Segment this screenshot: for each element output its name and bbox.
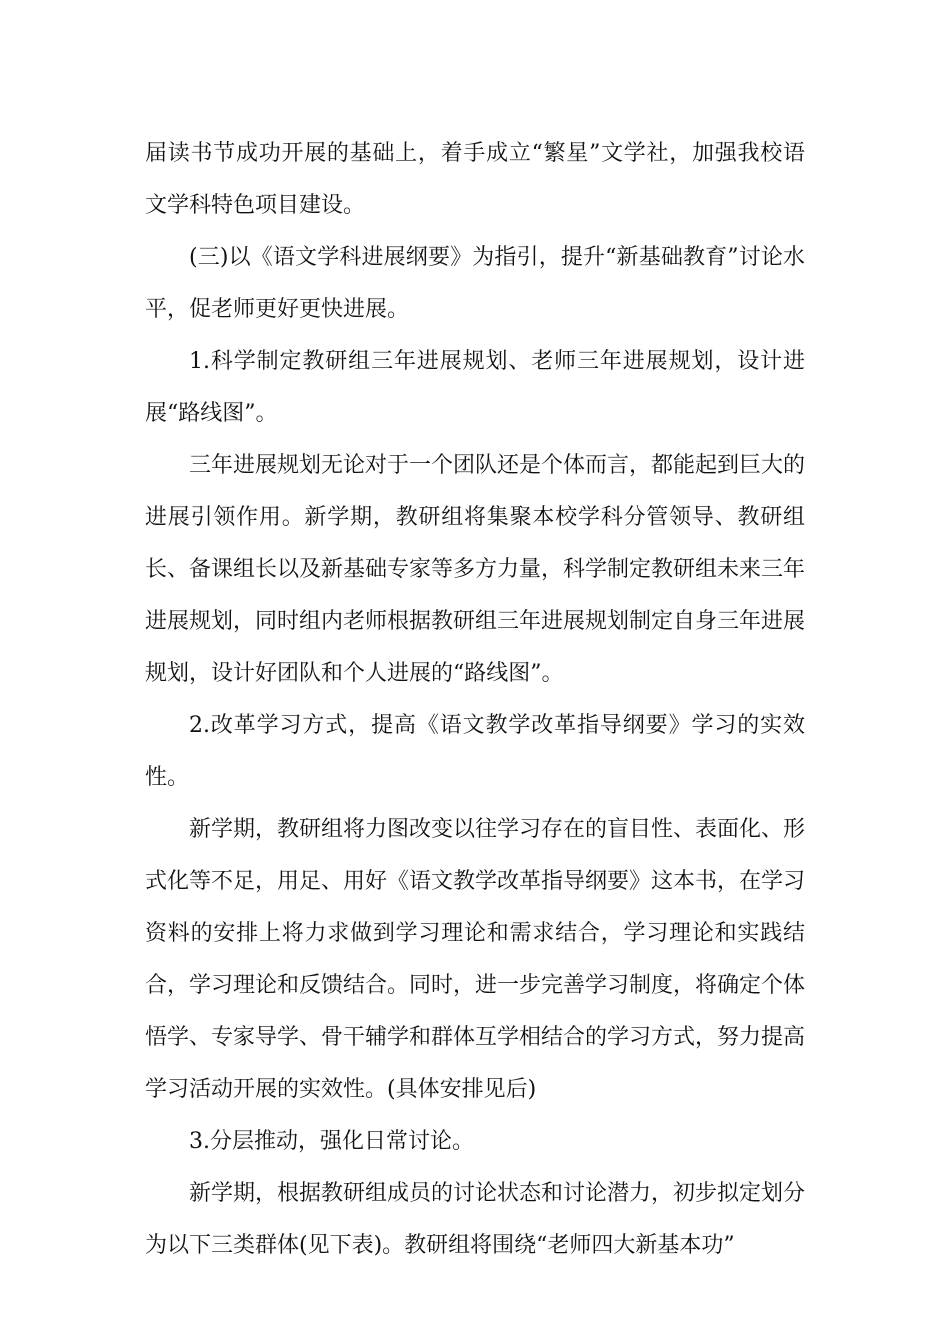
item-heading-1: 1.科学制定教研组三年进展规划、老师三年进展规划，设计进展“路线图”。	[145, 349, 805, 426]
paragraph-layered-groups: 新学期，根据教研组成员的讨论状态和讨论潜力，初步拟定划分为以下三类群体(见下表)。教研组将围绕“老师四大新基本功”	[145, 1181, 806, 1258]
paragraph-three-year-plan: 三年进展规划无论对于一个团队还是个体而言，都能起到巨大的进展引领作用。新学期，教研组将集聚本校学科分管领导、教研组长、备课组长以及新基础专家等多方力量，科学制定教研组未来三年进展规划，同时组内老师根据教研组三年进展规划制定自身三年进展规划，设计好团队和个人进展的“路线图”。	[145, 453, 806, 686]
section-heading-three: (三)以《语文学科进展纲要》为指引，提升“新基础教育”讨论水平，促老师更好更快进展。	[145, 245, 805, 322]
item-heading-2: 2.改革学习方式，提高《语文教学改革指导纲要》学习的实效性。	[145, 713, 805, 790]
paragraph-learning-reform: 新学期，教研组将力图改变以往学习存在的盲目性、表面化、形式化等不足，用足、用好《语文教学改革指导纲要》这本书，在学习资料的安排上将力求做到学习理论和需求结合，学习理论和实践结合，学习理论和反馈结合。同时，进一步完善学习制度，将确定个体悟学、专家导学、骨干辅学和群体互学相结合的学习方式，努力提高学习活动开展的实效性。(具体安排见后)	[145, 817, 806, 1102]
paragraph-continuation: 届读书节成功开展的基础上，着手成立“繁星”文学社，加强我校语文学科特色项目建设。	[145, 141, 805, 218]
item-heading-3: 3.分层推动，强化日常讨论。	[189, 1129, 474, 1154]
document-page	[145, 128, 805, 1272]
